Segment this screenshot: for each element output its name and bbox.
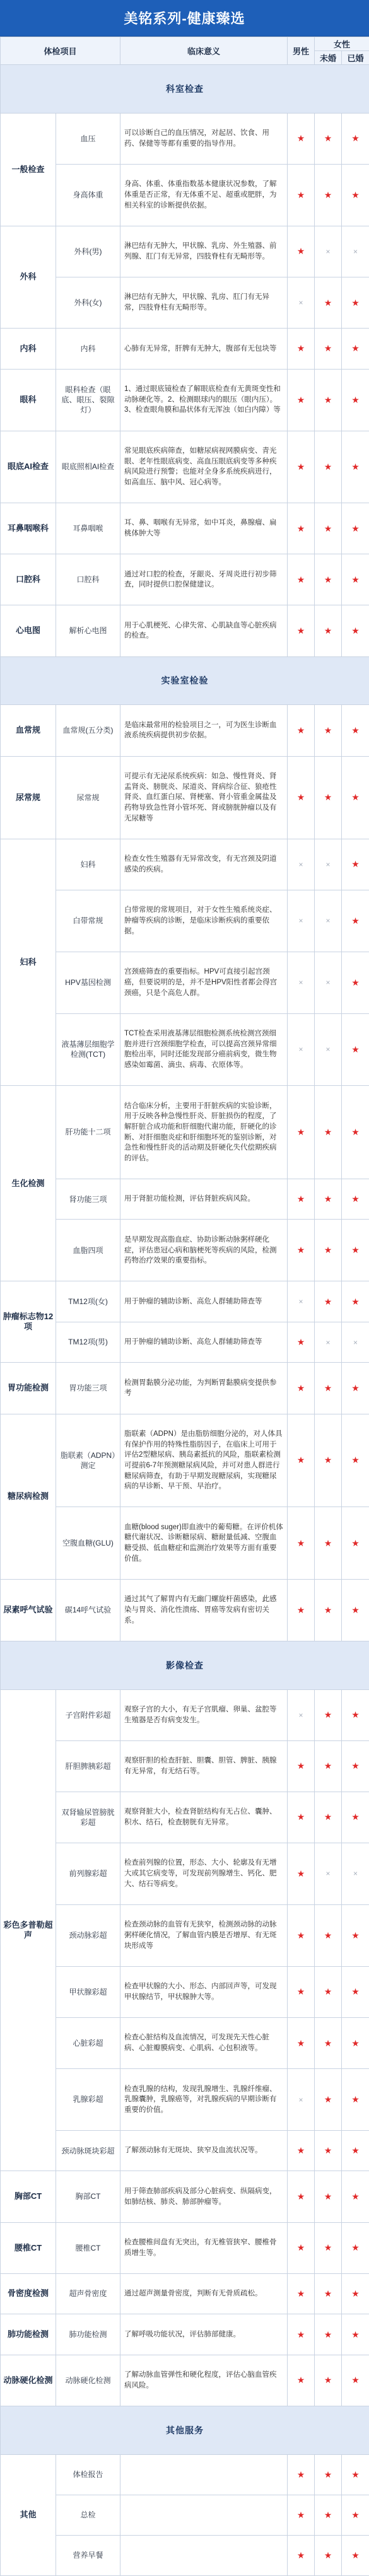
- unmarried-mark-cross-icon: ×: [315, 952, 342, 1013]
- category-cell: 腰椎CT: [1, 2222, 56, 2273]
- description-cell: 通过超声测量骨密度，判断有无骨质疏松。: [120, 2273, 288, 2314]
- item-cell: 颈动脉斑块彩超: [56, 2130, 120, 2171]
- header-married: 已婚: [342, 51, 369, 65]
- male-mark-star-icon: ★: [288, 2130, 315, 2171]
- unmarried-mark-star-icon: ★: [315, 1579, 342, 1641]
- table-row: [1, 1220, 369, 1281]
- unmarried-mark-cross-icon: ×: [315, 839, 342, 890]
- male-mark-star-icon: ★: [288, 1843, 315, 1905]
- unmarried-mark-cross-icon: ×: [315, 1322, 342, 1363]
- unmarried-mark-star-icon: ★: [315, 113, 342, 164]
- description-cell: [120, 2454, 288, 2495]
- male-mark-star-icon: ★: [288, 1414, 315, 1507]
- description-cell: 了解呼吸功能状况，评估肺部健康。: [120, 2314, 288, 2355]
- category-cell: 彩色多普勒超声: [1, 1689, 56, 2171]
- unmarried-mark-star-icon: ★: [315, 1740, 342, 1792]
- table-row: [1, 1013, 369, 1086]
- married-mark-star-icon: ★: [342, 1904, 369, 1966]
- description-cell: 观察子宫的大小，有无子宫肌瘤、卵巢、盆腔等生殖器是否有病变发生。: [120, 1689, 288, 1740]
- unmarried-mark-star-icon: ★: [315, 554, 342, 605]
- section-title: 实验室检验: [1, 656, 369, 705]
- item-cell: 前列腺彩超: [56, 1843, 120, 1905]
- unmarried-mark-star-icon: ★: [315, 165, 342, 226]
- table-row: [1, 2130, 369, 2171]
- table-row: [1, 1507, 369, 1580]
- unmarried-mark-star-icon: ★: [315, 503, 342, 554]
- description-cell: [120, 2535, 288, 2575]
- unmarried-mark-star-icon: ★: [315, 369, 342, 431]
- category-cell: 内科: [1, 329, 56, 370]
- table-row: [1, 1689, 369, 1740]
- married-mark-cross-icon: ×: [342, 1843, 369, 1905]
- unmarried-mark-star-icon: ★: [315, 1179, 342, 1220]
- description-cell: 观察肝胆的检查肝脏、胆囊、胆管、脾脏、胰腺有无异常，有无结石等。: [120, 1740, 288, 1792]
- header-male: 男性: [288, 37, 315, 65]
- description-cell: 用于筛查肺部疾病及部分心脏病变、纵隔病变，如肺结核、肺炎、肺部肿瘤等。: [120, 2171, 288, 2222]
- male-mark-star-icon: ★: [288, 756, 315, 839]
- item-cell: 颈动脉彩超: [56, 1904, 120, 1966]
- table-row: [1, 1792, 369, 1843]
- category-cell: 胸部CT: [1, 2171, 56, 2222]
- male-mark-cross-icon: ×: [288, 1689, 315, 1740]
- item-cell: 血压: [56, 113, 120, 164]
- table-row: [1, 2273, 369, 2314]
- table-row: [1, 2495, 369, 2535]
- category-cell: 眼底AI检查: [1, 431, 56, 503]
- male-mark-star-icon: ★: [288, 1904, 315, 1966]
- section-title: 科室检查: [1, 65, 369, 114]
- item-cell: 营养早餐: [56, 2535, 120, 2575]
- married-mark-star-icon: ★: [342, 1281, 369, 1322]
- unmarried-mark-star-icon: ★: [315, 2069, 342, 2131]
- item-cell: 肝功能十二项: [56, 1086, 120, 1179]
- table-row: [1, 431, 369, 503]
- item-cell: 碳14呼气试验: [56, 1579, 120, 1641]
- married-mark-star-icon: ★: [342, 369, 369, 431]
- item-cell: 口腔科: [56, 554, 120, 605]
- description-cell: TCT检查采用液基薄层细胞检测系统检测宫颈细胞并进行宫颈细胞学检查，可以提高宫颈异常细胞检出率，同时还能发现部分癌前病变，微生物感染如霉菌、滴虫、病毒、衣原体等。: [120, 1013, 288, 1086]
- description-cell: 检查乳腺的结构，发现乳腺增生、乳腺纤维瘤、乳腺囊肿，乳腺癌等，对乳腺疾病的早期诊断有重要的价值。: [120, 2069, 288, 2131]
- header-meaning: 临床意义: [120, 37, 288, 65]
- table-row: [1, 705, 369, 756]
- male-mark-star-icon: ★: [288, 2454, 315, 2495]
- category-cell: 一般检查: [1, 113, 56, 226]
- item-cell: 耳鼻咽喉: [56, 503, 120, 554]
- description-cell: 血糖(blood suger)即血液中的葡萄糖。在评价机体糖代谢状况、诊断糖尿病、糖耐量低减、空腹血糖受损、低血糖症和监测治疗效果等方面有重要价值。: [120, 1507, 288, 1580]
- description-cell: 用于心肌梗死、心律失常、心肌缺血等心脏疾病的检查。: [120, 605, 288, 656]
- married-mark-star-icon: ★: [342, 165, 369, 226]
- unmarried-mark-star-icon: ★: [315, 2314, 342, 2355]
- married-mark-star-icon: ★: [342, 431, 369, 503]
- table-row: [1, 1414, 369, 1507]
- table-row: [1, 503, 369, 554]
- male-mark-star-icon: ★: [288, 226, 315, 277]
- table-row: [1, 2069, 369, 2131]
- table-row: [1, 1086, 369, 1179]
- male-mark-star-icon: ★: [288, 1740, 315, 1792]
- item-cell: 心脏彩超: [56, 2017, 120, 2068]
- description-cell: 是早期发现高脂血症、协助诊断动脉粥样硬化症，评估患冠心病和脑梗死等疾病的风险，检测药物治疗效果的重要指标。: [120, 1220, 288, 1281]
- male-mark-cross-icon: ×: [288, 890, 315, 952]
- male-mark-star-icon: ★: [288, 2273, 315, 2314]
- category-cell: 耳鼻咽喉科: [1, 503, 56, 554]
- item-cell: 肺功能检测: [56, 2314, 120, 2355]
- table-row: [1, 165, 369, 226]
- male-mark-star-icon: ★: [288, 2495, 315, 2535]
- married-mark-star-icon: ★: [342, 2314, 369, 2355]
- male-mark-star-icon: ★: [288, 1966, 315, 2017]
- married-mark-star-icon: ★: [342, 554, 369, 605]
- table-row: [1, 113, 369, 164]
- description-cell: 了解动脉血管弹性和硬化程度，评估心脑血管疾病风险。: [120, 2355, 288, 2406]
- married-mark-star-icon: ★: [342, 2355, 369, 2406]
- male-mark-star-icon: ★: [288, 605, 315, 656]
- section-header: [1, 2406, 369, 2454]
- item-cell: 空腹血糖(GLU): [56, 1507, 120, 1580]
- married-mark-star-icon: ★: [342, 113, 369, 164]
- male-mark-star-icon: ★: [288, 1579, 315, 1641]
- item-cell: 血常规(五分类): [56, 705, 120, 756]
- male-mark-star-icon: ★: [288, 2314, 315, 2355]
- married-mark-star-icon: ★: [342, 1507, 369, 1580]
- table-row: [1, 1904, 369, 1966]
- description-cell: 检查女性生殖器有无异常改变，有无宫颈及阴道感染的疾病。: [120, 839, 288, 890]
- married-mark-star-icon: ★: [342, 2130, 369, 2171]
- married-mark-star-icon: ★: [342, 2535, 369, 2575]
- description-cell: 检查腰椎间盘有无突出，有无椎管狭窄、腰椎骨质增生等。: [120, 2222, 288, 2273]
- unmarried-mark-star-icon: ★: [315, 2222, 342, 2273]
- description-cell: 结合临床分析，主要用于肝脏疾病的实验诊断，用于反映各种急慢性肝炎、肝脏损伤的程度，了解肝脏合成功能和肝细胞代谢功能，肝硬化的诊断、对肝细胞炎症和肝细胞坏死的鉴别诊断，对急性和慢性肝炎的活动期及肝硬化失代偿期疾病的评估。: [120, 1086, 288, 1179]
- description-cell: 1、通过眼底镜检查了解眼底检查有无黄斑变性和动脉硬化等。2、检测眼球内的眼压（眼内压）。3、检查眼角膜和晶状体有无浑浊（如白内障）等: [120, 369, 288, 431]
- category-cell: 外科: [1, 226, 56, 328]
- item-cell: TM12项(女): [56, 1281, 120, 1322]
- male-mark-cross-icon: ×: [288, 952, 315, 1013]
- item-cell: 身高体重: [56, 165, 120, 226]
- category-cell: 肺功能检测: [1, 2314, 56, 2355]
- male-mark-star-icon: ★: [288, 1792, 315, 1843]
- item-cell: 脂联素（ADPN）测定: [56, 1414, 120, 1507]
- unmarried-mark-star-icon: ★: [315, 1689, 342, 1740]
- unmarried-mark-star-icon: ★: [315, 2535, 342, 2575]
- item-cell: TM12项(男): [56, 1322, 120, 1363]
- married-mark-star-icon: ★: [342, 1792, 369, 1843]
- male-mark-star-icon: ★: [288, 165, 315, 226]
- unmarried-mark-star-icon: ★: [315, 2130, 342, 2171]
- item-cell: 超声骨密度: [56, 2273, 120, 2314]
- unmarried-mark-star-icon: ★: [315, 2355, 342, 2406]
- description-cell: 常见眼底疾病筛查，如糖尿病视网膜病变、青光眼、老年性眼底病变、高血压眼底病变等多种疾病风险进行预警；也能对全身多系统疾病进行，如高血压、脑中风、冠心病等。: [120, 431, 288, 503]
- item-cell: 肝胆脾胰彩超: [56, 1740, 120, 1792]
- description-cell: 心肺有无异常，肝脾有无肿大，腹部有无包块等: [120, 329, 288, 370]
- table-row: [1, 605, 369, 656]
- table-row: [1, 1966, 369, 2017]
- category-cell: 肿瘤标志物12项: [1, 1281, 56, 1363]
- package-table: [0, 37, 369, 2576]
- unmarried-mark-star-icon: ★: [315, 605, 342, 656]
- unmarried-mark-star-icon: ★: [315, 431, 342, 503]
- married-mark-star-icon: ★: [342, 2495, 369, 2535]
- married-mark-star-icon: ★: [342, 2171, 369, 2222]
- table-row: [1, 756, 369, 839]
- table-row: [1, 329, 369, 370]
- married-mark-star-icon: ★: [342, 1363, 369, 1414]
- description-cell: 白带常规的常规项目，对于女性生殖系统炎症、肿瘤等疾病的诊断，是临床诊断疾病的重要依据。: [120, 890, 288, 952]
- table-row: [1, 554, 369, 605]
- male-mark-star-icon: ★: [288, 2355, 315, 2406]
- table-row: [1, 369, 369, 431]
- unmarried-mark-star-icon: ★: [315, 277, 342, 329]
- male-mark-cross-icon: ×: [288, 277, 315, 329]
- married-mark-star-icon: ★: [342, 2273, 369, 2314]
- description-cell: 用于肿瘤的辅助诊断、高危人群辅助筛查等: [120, 1281, 288, 1322]
- table-row: [1, 839, 369, 890]
- male-mark-star-icon: ★: [288, 2171, 315, 2222]
- unmarried-mark-star-icon: ★: [315, 329, 342, 370]
- category-cell: 胃功能检测: [1, 1363, 56, 1414]
- description-cell: 观察肾脏大小，检查肾脏结构有无占位、囊肿、积水、结石，检查膀胱有无异常。: [120, 1792, 288, 1843]
- category-cell: 眼科: [1, 369, 56, 431]
- header-item: 体检项目: [1, 37, 120, 65]
- section-title: 影像检查: [1, 1641, 369, 1689]
- married-mark-star-icon: ★: [342, 839, 369, 890]
- unmarried-mark-cross-icon: ×: [315, 226, 342, 277]
- item-cell: 腰椎CT: [56, 2222, 120, 2273]
- table-row: [1, 2171, 369, 2222]
- married-mark-star-icon: ★: [342, 1966, 369, 2017]
- category-cell: 口腔科: [1, 554, 56, 605]
- table-row: [1, 2017, 369, 2068]
- unmarried-mark-cross-icon: ×: [315, 1843, 342, 1905]
- table-row: [1, 2314, 369, 2355]
- category-cell: 骨密度检测: [1, 2273, 56, 2314]
- male-mark-star-icon: ★: [288, 369, 315, 431]
- married-mark-star-icon: ★: [342, 329, 369, 370]
- male-mark-star-icon: ★: [288, 1179, 315, 1220]
- married-mark-star-icon: ★: [342, 2069, 369, 2131]
- married-mark-star-icon: ★: [342, 277, 369, 329]
- married-mark-star-icon: ★: [342, 2222, 369, 2273]
- married-mark-star-icon: ★: [342, 2454, 369, 2495]
- male-mark-star-icon: ★: [288, 2535, 315, 2575]
- category-cell: 动脉硬化检测: [1, 2355, 56, 2406]
- unmarried-mark-star-icon: ★: [315, 756, 342, 839]
- unmarried-mark-star-icon: ★: [315, 1281, 342, 1322]
- unmarried-mark-star-icon: ★: [315, 2273, 342, 2314]
- married-mark-star-icon: ★: [342, 503, 369, 554]
- male-mark-star-icon: ★: [288, 1322, 315, 1363]
- table-row: [1, 2222, 369, 2273]
- male-mark-star-icon: ★: [288, 705, 315, 756]
- section-header: [1, 65, 369, 114]
- item-cell: 甲状腺彩超: [56, 1966, 120, 2017]
- description-cell: 用于肾脏功能检测，评估肾脏疾病风险。: [120, 1179, 288, 1220]
- table-row: [1, 1740, 369, 1792]
- description-cell: 了解颈动脉有无斑块、狭窄及血流状况等。: [120, 2130, 288, 2171]
- unmarried-mark-star-icon: ★: [315, 2017, 342, 2068]
- item-cell: 白带常规: [56, 890, 120, 952]
- item-cell: 肾功能三项: [56, 1179, 120, 1220]
- item-cell: 尿常规: [56, 756, 120, 839]
- header-unmarried: 未婚: [315, 51, 342, 65]
- description-cell: [120, 2495, 288, 2535]
- married-mark-star-icon: ★: [342, 890, 369, 952]
- description-cell: 检查甲状腺的大小、形态、内部回声等，可发现甲状腺结节，甲状腺肿大等。: [120, 1966, 288, 2017]
- married-mark-star-icon: ★: [342, 1179, 369, 1220]
- male-mark-star-icon: ★: [288, 329, 315, 370]
- category-cell: 心电图: [1, 605, 56, 656]
- category-cell: 妇科: [1, 839, 56, 1085]
- description-cell: 检查前列腺的位置，形态、大小、轮廓及有无增大或其它病变等，可发现前列腺增生、钙化、肥大、结石等病变。: [120, 1843, 288, 1905]
- section-title: 其他服务: [1, 2406, 369, 2454]
- description-cell: 淋巴结有无肿大，甲状腺、乳房、肛门有无异常，四肢脊柱有无畸形等。: [120, 277, 288, 329]
- unmarried-mark-star-icon: ★: [315, 705, 342, 756]
- male-mark-cross-icon: ×: [288, 2069, 315, 2131]
- unmarried-mark-star-icon: ★: [315, 1220, 342, 1281]
- male-mark-star-icon: ★: [288, 1220, 315, 1281]
- item-cell: HPV基因检测: [56, 952, 120, 1013]
- description-cell: 通过对口腔的检查，牙龈炎、牙周炎进行初步筛查，同时提供口腔保健建议。: [120, 554, 288, 605]
- married-mark-star-icon: ★: [342, 705, 369, 756]
- description-cell: 是临床最常用的检验项目之一，可为医生诊断血液系统疾病提供初步依据。: [120, 705, 288, 756]
- item-cell: 妇科: [56, 839, 120, 890]
- category-cell: 血常规: [1, 705, 56, 756]
- unmarried-mark-star-icon: ★: [315, 1507, 342, 1580]
- item-cell: 内科: [56, 329, 120, 370]
- description-cell: 通过其气了解胃内有无幽门螺旋杆菌感染，此感染与胃炎、消化性溃疡、胃癌等发病有密切关系。: [120, 1579, 288, 1641]
- male-mark-cross-icon: ×: [288, 1013, 315, 1086]
- male-mark-star-icon: ★: [288, 1363, 315, 1414]
- married-mark-star-icon: ★: [342, 1740, 369, 1792]
- description-cell: 耳、鼻、咽喉有无异常，如中耳炎，鼻腺瘤、扁桃体肿大等: [120, 503, 288, 554]
- male-mark-cross-icon: ×: [288, 1281, 315, 1322]
- description-cell: 淋巴结有无肿大，甲状腺、乳房、外生殖器、前列腺、肛门有无异常，四肢脊柱有无畸形等。: [120, 226, 288, 277]
- married-mark-star-icon: ★: [342, 1689, 369, 1740]
- description-cell: 脂联素（ADPN）是由脂肪细胞分泌的，对人体具有保护作用的特殊性脂肪因子，在临床上可用于评估2型糖尿病、胰岛素抵抗的风险，脂联素检测可提前6-7年预测糖尿病风险，并可对患人群进行糖尿病筛查，有助于早期发现糖尿病，实现糖尿病的早诊断、早干预、早治疗。: [120, 1414, 288, 1507]
- married-mark-cross-icon: ×: [342, 1322, 369, 1363]
- category-cell: 尿素呼气试验: [1, 1579, 56, 1641]
- table-row: [1, 226, 369, 277]
- male-mark-cross-icon: ×: [288, 839, 315, 890]
- description-cell: 宫颈癌筛查的重要指标。HPV可直接引起宫颈癌，但要说明的是，并不是HPV阳性者都会得宫颈癌，只是个高危人群。: [120, 952, 288, 1013]
- married-mark-star-icon: ★: [342, 2017, 369, 2068]
- table-row: [1, 1281, 369, 1322]
- page-title: 美铭系列-健康臻选: [0, 0, 369, 37]
- item-cell: 外科(男): [56, 226, 120, 277]
- item-cell: 子宫附件彩超: [56, 1689, 120, 1740]
- unmarried-mark-star-icon: ★: [315, 1086, 342, 1179]
- description-cell: 可提示有无泌尿系统疾病：如急、慢性肾炎、肾盂肾炎、膀胱炎、尿道炎、肾病综合征、狼疮性肾炎、血红蛋白尿、肾梗塞、肾小管重金属盐及药物导致急性肾小管坏死、肾或膀胱肿瘤以及有无尿糖等: [120, 756, 288, 839]
- item-cell: 双肾输尿管膀胱彩超: [56, 1792, 120, 1843]
- married-mark-star-icon: ★: [342, 952, 369, 1013]
- item-cell: 体检报告: [56, 2454, 120, 2495]
- table-row: [1, 2355, 369, 2406]
- male-mark-star-icon: ★: [288, 503, 315, 554]
- unmarried-mark-star-icon: ★: [315, 2495, 342, 2535]
- table-row: [1, 2454, 369, 2495]
- male-mark-star-icon: ★: [288, 1086, 315, 1179]
- description-cell: 身高、体重、体重指数基本健康状况参数，了解体重是否正常，有无体重不足、超重或肥胖，为相关科室的诊断提供依据。: [120, 165, 288, 226]
- married-mark-star-icon: ★: [342, 1013, 369, 1086]
- category-cell: 糖尿病检测: [1, 1414, 56, 1579]
- male-mark-star-icon: ★: [288, 2017, 315, 2068]
- header-female: 女性: [315, 37, 369, 51]
- unmarried-mark-cross-icon: ×: [315, 890, 342, 952]
- male-mark-star-icon: ★: [288, 113, 315, 164]
- unmarried-mark-star-icon: ★: [315, 1966, 342, 2017]
- male-mark-star-icon: ★: [288, 2222, 315, 2273]
- item-cell: 眼科检查（眼底、眼压、裂隙灯）: [56, 369, 120, 431]
- married-mark-cross-icon: ×: [342, 226, 369, 277]
- section-header: [1, 1641, 369, 1689]
- unmarried-mark-cross-icon: ×: [315, 1013, 342, 1086]
- male-mark-star-icon: ★: [288, 431, 315, 503]
- item-cell: 胸部CT: [56, 2171, 120, 2222]
- item-cell: 总检: [56, 2495, 120, 2535]
- item-cell: 眼底照相AI检查: [56, 431, 120, 503]
- table-row: [1, 1843, 369, 1905]
- unmarried-mark-star-icon: ★: [315, 1363, 342, 1414]
- item-cell: 液基薄层细胞学检测(TCT): [56, 1013, 120, 1086]
- category-cell: 尿常规: [1, 756, 56, 839]
- category-cell: 生化检测: [1, 1086, 56, 1281]
- item-cell: 乳腺彩超: [56, 2069, 120, 2131]
- table-row: [1, 1363, 369, 1414]
- married-mark-star-icon: ★: [342, 756, 369, 839]
- table-row: [1, 952, 369, 1013]
- unmarried-mark-star-icon: ★: [315, 1904, 342, 1966]
- item-cell: 血脂四项: [56, 1220, 120, 1281]
- table-row: [1, 890, 369, 952]
- item-cell: 动脉硬化检测: [56, 2355, 120, 2406]
- description-cell: 检查颈动脉的血管有无狭窄，检测颈动脉的动脉粥样硬化情况，了解血管内膜是否增厚、有无斑块形成等: [120, 1904, 288, 1966]
- table-row: [1, 1179, 369, 1220]
- item-cell: 胃功能三项: [56, 1363, 120, 1414]
- married-mark-star-icon: ★: [342, 1086, 369, 1179]
- unmarried-mark-star-icon: ★: [315, 2171, 342, 2222]
- section-header: [1, 656, 369, 705]
- description-cell: 用于肿瘤的辅助诊断、高危人群辅助筛查等: [120, 1322, 288, 1363]
- description-cell: 检查心脏结构及血流情况，可发现先天性心脏病、心脏瓣膜病变、心肌病、心包积液等。: [120, 2017, 288, 2068]
- description-cell: 可以诊断自己的血压情况，对起居、饮食、用药、保健等等都有重要的指导作用。: [120, 113, 288, 164]
- male-mark-star-icon: ★: [288, 1507, 315, 1580]
- description-cell: 检测胃黏膜分泌功能，为判断胃黏膜病变提供参考: [120, 1363, 288, 1414]
- unmarried-mark-star-icon: ★: [315, 2454, 342, 2495]
- married-mark-star-icon: ★: [342, 1579, 369, 1641]
- unmarried-mark-star-icon: ★: [315, 1792, 342, 1843]
- item-cell: 外科(女): [56, 277, 120, 329]
- married-mark-star-icon: ★: [342, 1220, 369, 1281]
- table-row: [1, 277, 369, 329]
- item-cell: 解析心电图: [56, 605, 120, 656]
- table-row: [1, 1322, 369, 1363]
- table-row: [1, 1579, 369, 1641]
- category-cell: 其他: [1, 2454, 56, 2575]
- male-mark-star-icon: ★: [288, 554, 315, 605]
- married-mark-star-icon: ★: [342, 605, 369, 656]
- unmarried-mark-star-icon: ★: [315, 1414, 342, 1507]
- married-mark-star-icon: ★: [342, 1414, 369, 1507]
- table-row: [1, 2535, 369, 2575]
